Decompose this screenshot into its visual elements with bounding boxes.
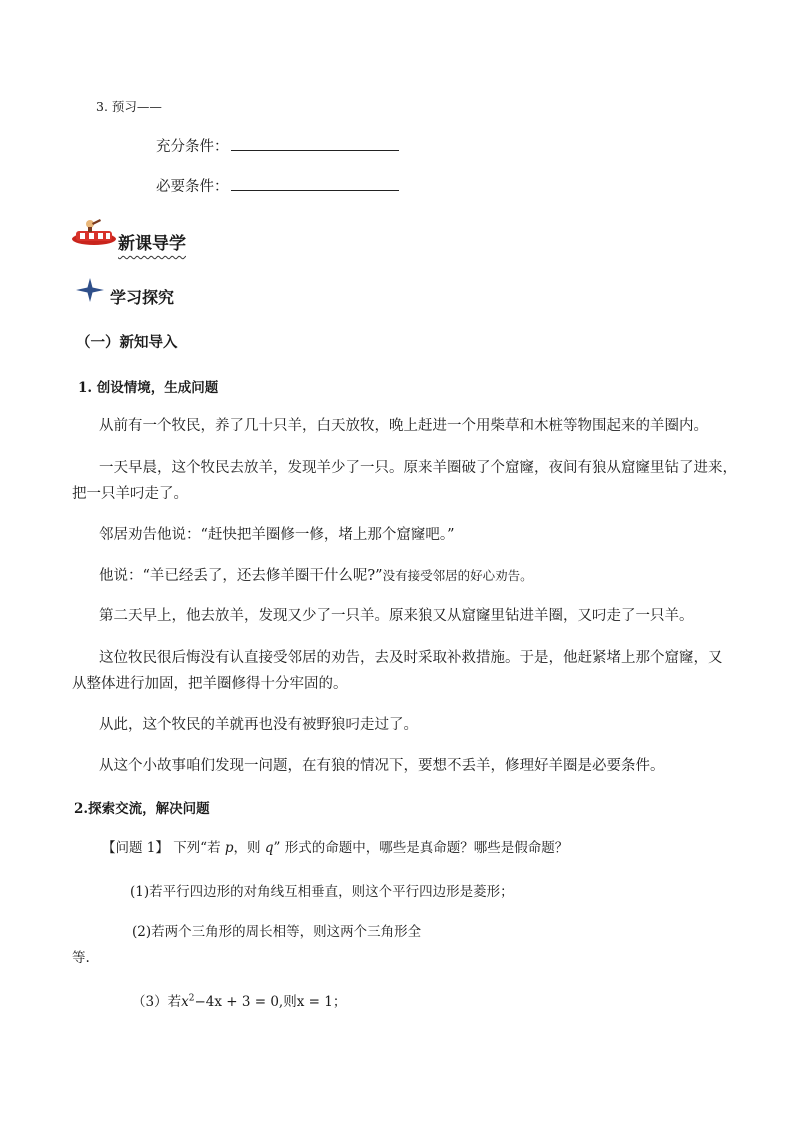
necessary-blank[interactable] [231,176,399,191]
story-paragraph: 把一只羊叼走了。 [72,486,188,502]
item-1: (1)若平行四边形的对角线互相垂直，则这个平行四边形是菱形； [130,884,514,900]
story-paragraph: 从整体进行加固，把羊圈修得十分牢固的。 [72,676,348,692]
four-point-star-icon [74,276,106,308]
question-tag: 【问题 1】 [102,840,169,856]
question-text-c: ” 形式的命题中，哪些是真命题？哪些是假命题？ [273,840,569,856]
part-one-heading: （一）新知导入 [76,334,178,351]
question-text-a: 下列“若 [173,840,225,856]
story-paragraph: 从这个小故事咱们发现一问题，在有狼的情况下，要想不丢羊，修理好羊圈是必要条件。 [99,758,665,774]
story-paragraph [99,566,533,586]
necessary-condition-row [156,176,399,197]
item-2-continued: 等. [72,950,90,966]
preview-heading: 3. 预习—— [96,99,162,114]
necessary-label: 必要条件： [156,179,229,195]
section-banner-icon [70,217,118,251]
item-2: (2)若两个三角形的周长相等，则这两个三角形全 [132,924,422,940]
item-3-rest: −4x + 3 = 0,则x = 1； [194,994,347,1010]
step1-title: 1. 创设情境，生成问题 [78,380,219,396]
item-3-x: x [181,994,189,1010]
question-var-q: q [264,840,274,856]
question-var-p: p [224,840,234,856]
question-text-b: ，则 [233,840,265,856]
story-paragraph: 这位牧民很后悔没有认直接受邻居的劝告，去及时采取补救措施。于是，他赶紧堵上那个窟窿，又 [99,650,723,666]
sufficient-condition-row [156,136,399,157]
item-3-prefix: （3）若 [132,994,182,1010]
sub-title: 学习探究 [110,288,175,307]
story-quote: 他说：“羊已经丢了，还去修羊圈干什么呢?” [99,568,383,584]
story-paragraph: 从前有一个牧民，养了几十只羊，白天放牧，晚上赶进一个用柴草和木桩等物围起来的羊圈内。 [99,418,708,434]
item-3-exponent: 2 [188,993,195,1004]
story-paragraph: 邻居劝告他说：“赶快把羊圈修一修，堵上那个窟窿吧。” [99,527,455,543]
item-3 [132,990,346,1010]
story-paragraph: 一天早晨，这个牧民去放羊，发现羊少了一只。原来羊圈破了个窟窿，夜间有狼从窟窿里钻了进来， [99,460,737,476]
section-title: 新课导学 [118,234,186,254]
story-paragraph: 第二天早上，他去放羊，发现又少了一只羊。原来狼又从窟窿里钻进羊圈，又叼走了一只羊。 [99,608,694,624]
question-1 [102,838,568,858]
sufficient-label: 充分条件： [156,139,229,155]
sufficient-blank[interactable] [231,136,399,151]
story-quote-tail: 没有接受邻居的好心劝告。 [382,568,533,583]
story-paragraph: 从此，这个牧民的羊就再也没有被野狼叼走过了。 [99,717,418,733]
step2-title: 2.探索交流，解决问题 [74,801,210,817]
